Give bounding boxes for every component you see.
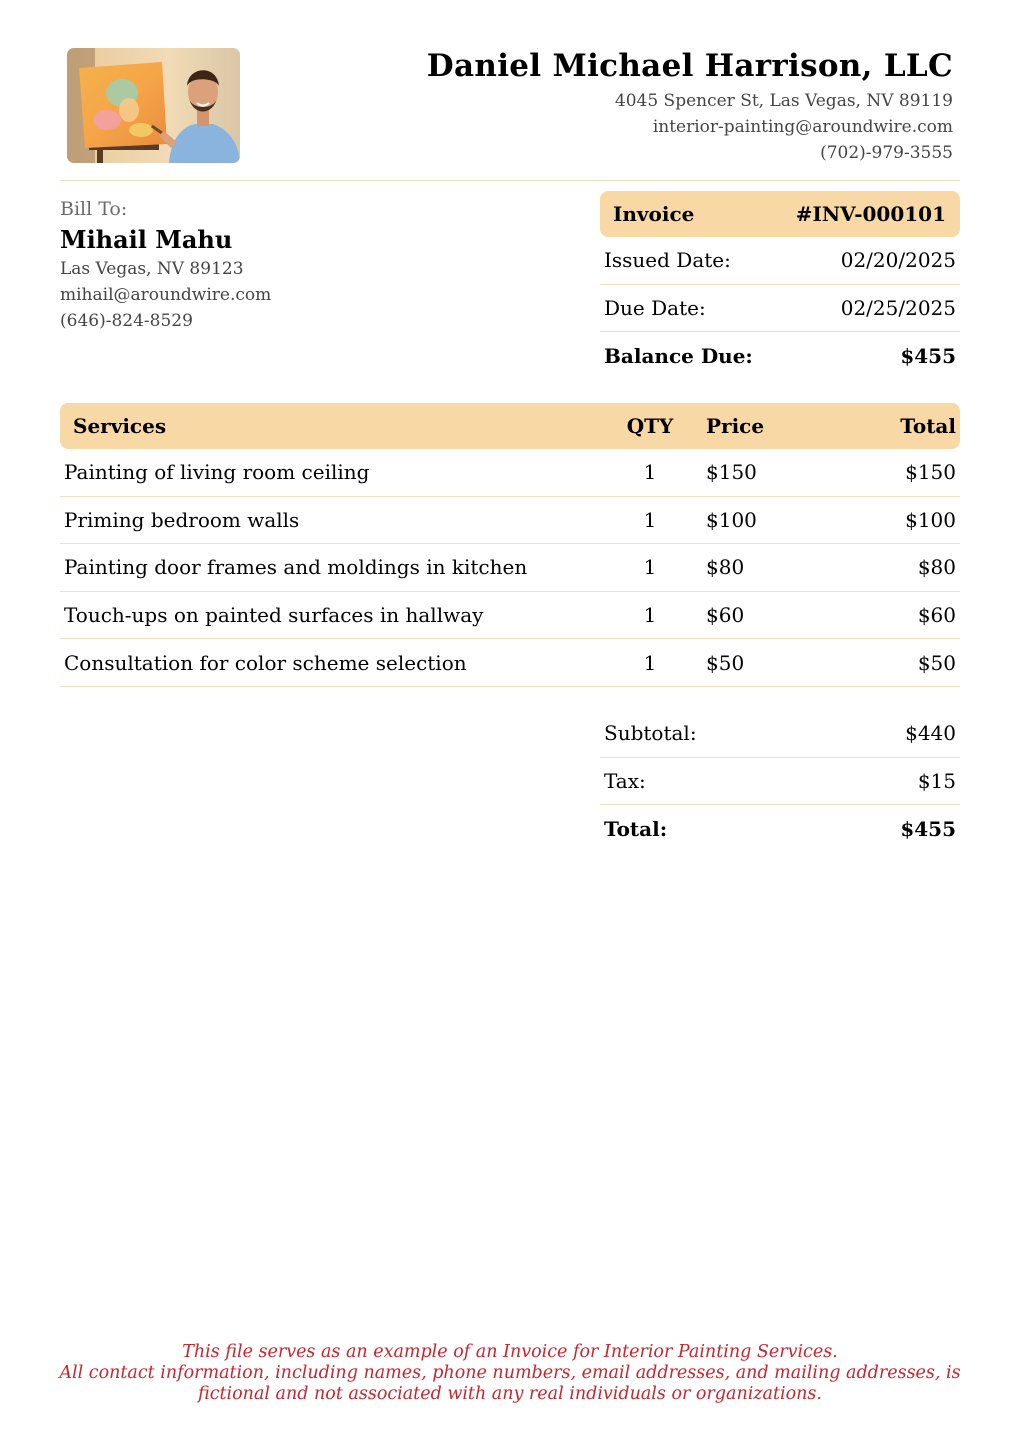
- issued-date-row: [600, 237, 960, 285]
- company-info: [427, 46, 953, 166]
- services-table-header: [60, 403, 960, 449]
- client-phone: (646)-824-8529: [60, 311, 193, 331]
- due-date-label: Due Date:: [604, 295, 706, 320]
- header-price: Price: [706, 414, 765, 438]
- company-name: Daniel Michael Harrison, LLC: [426, 48, 953, 84]
- company-logo-photo: [67, 48, 240, 163]
- service-qty: 1: [643, 555, 657, 580]
- invoice-details: [600, 191, 960, 380]
- subtotal-label: Subtotal:: [604, 721, 697, 746]
- service-price: $100: [706, 507, 757, 532]
- service-price: $50: [706, 650, 745, 675]
- header-services: Services: [73, 414, 167, 438]
- invoice-number: #INV-000101: [795, 202, 946, 226]
- table-row: [60, 544, 960, 592]
- service-total: $150: [905, 460, 956, 485]
- table-row: [60, 639, 960, 687]
- tax-label: Tax:: [604, 768, 646, 793]
- issued-date-label: Issued Date:: [604, 248, 731, 273]
- totals-section: [600, 710, 960, 853]
- service-name: Consultation for color scheme selection: [64, 650, 467, 675]
- service-qty: 1: [643, 650, 657, 675]
- company-phone: (702)-979-3555: [820, 143, 953, 163]
- due-date-row: [600, 285, 960, 333]
- bill-to-label: Bill To:: [60, 198, 128, 220]
- service-name: Painting door frames and moldings in kitchen: [64, 555, 528, 580]
- service-price: $60: [706, 603, 745, 628]
- client-address: Las Vegas, NV 89123: [60, 259, 244, 279]
- disclaimer-line-1: This file serves as an example of an Invoice for Interior Painting Services.: [182, 1342, 838, 1362]
- client-name: Mihail Mahu: [60, 225, 233, 254]
- invoice-label: Invoice: [613, 202, 695, 226]
- header-divider: [60, 180, 960, 181]
- service-qty: 1: [643, 460, 657, 485]
- service-qty: 1: [643, 507, 657, 532]
- issued-date-value: 02/20/2025: [840, 248, 956, 273]
- services-table: [60, 403, 960, 687]
- table-row: [60, 449, 960, 497]
- header-total: Total: [900, 414, 956, 438]
- disclaimer-line-3: fictional and not associated with any real individuals or organizations.: [198, 1384, 822, 1404]
- total-value: $455: [900, 816, 956, 841]
- service-total: $60: [917, 603, 956, 628]
- table-row: [60, 592, 960, 640]
- total-label: Total:: [604, 816, 668, 841]
- service-name: Touch-ups on painted surfaces in hallway: [64, 603, 484, 628]
- disclaimer-footer: [0, 1342, 1020, 1405]
- service-name: Painting of living room ceiling: [64, 460, 370, 485]
- service-qty: 1: [643, 603, 657, 628]
- company-email: interior-painting@aroundwire.com: [652, 117, 953, 137]
- header-qty: QTY: [626, 414, 674, 438]
- tax-value: $15: [917, 768, 956, 793]
- tax-row: [600, 758, 960, 806]
- client-email: mihail@aroundwire.com: [60, 285, 272, 305]
- company-address: 4045 Spencer St, Las Vegas, NV 89119: [614, 91, 953, 111]
- subtotal-row: [600, 710, 960, 758]
- total-row: [600, 805, 960, 853]
- due-date-value: 02/25/2025: [840, 295, 956, 320]
- disclaimer-line-2: All contact information, including names, phone numbers, email addresses, and mailing addresses, is: [59, 1363, 961, 1383]
- service-price: $80: [706, 555, 745, 580]
- balance-due-row: [600, 332, 960, 380]
- balance-due-label: Balance Due:: [604, 343, 753, 368]
- bill-to-section: [60, 196, 271, 334]
- service-total: $80: [917, 555, 956, 580]
- invoice-header: [600, 191, 960, 237]
- table-row: [60, 497, 960, 545]
- service-name: Priming bedroom walls: [64, 507, 300, 532]
- balance-due-value: $455: [900, 343, 956, 368]
- subtotal-value: $440: [905, 721, 956, 746]
- service-total: $50: [917, 650, 956, 675]
- service-total: $100: [905, 507, 956, 532]
- service-price: $150: [706, 460, 757, 485]
